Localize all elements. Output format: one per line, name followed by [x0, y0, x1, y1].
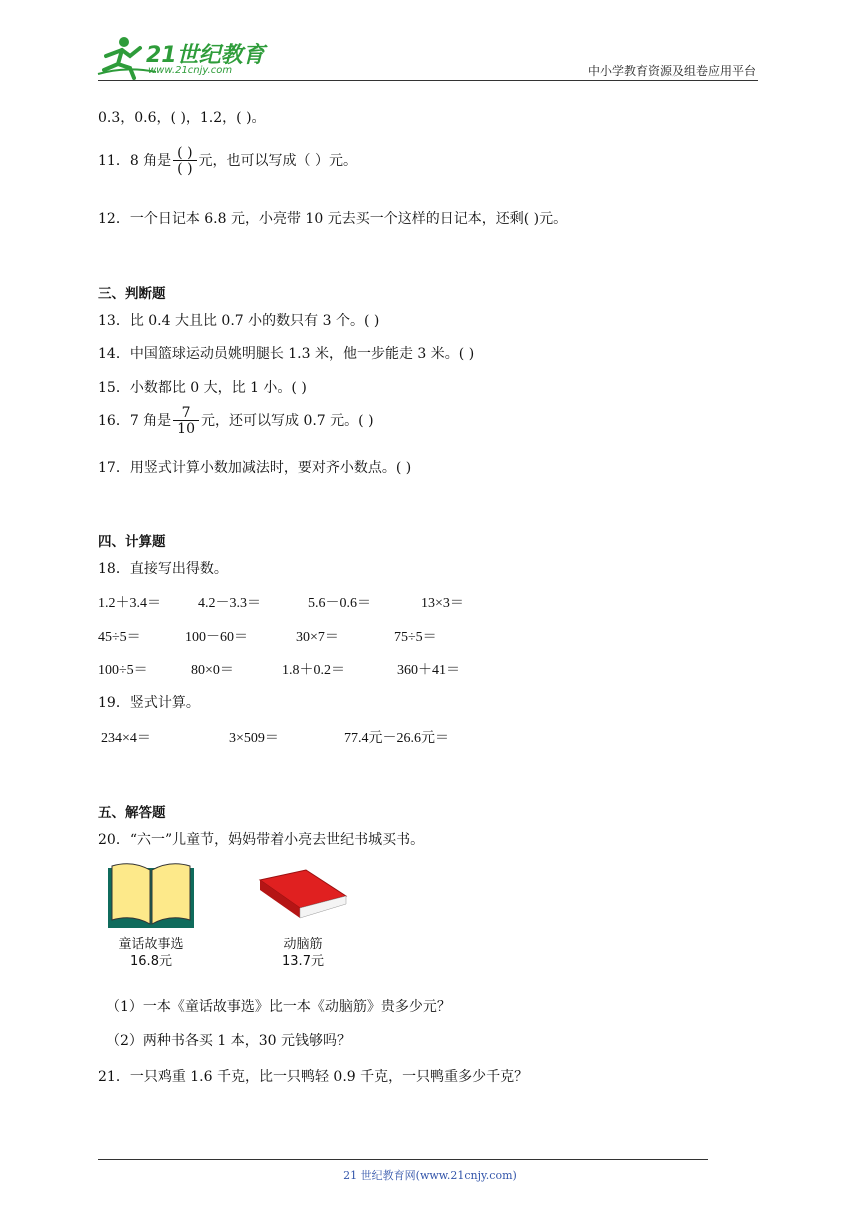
section3-title: 三、判断题: [98, 286, 166, 302]
calc-item: 1.2＋3.4＝: [98, 596, 161, 611]
q11-frac-den: ( ): [177, 161, 193, 177]
q18-text: 18．直接写出得数。: [98, 561, 228, 577]
footer-text: 21 世纪教育网(www.21cnjy.com): [343, 1169, 517, 1182]
q20-sub2: （2）两种书各买 1 本，30 元钱够吗？: [106, 1033, 351, 1049]
open-book-icon: [104, 862, 198, 932]
logo-url: www.21cnjy.com: [148, 65, 233, 76]
book-brain-teasers: [256, 862, 350, 970]
calc-item: 4.2－3.3＝: [198, 596, 261, 611]
q16-fraction: [173, 406, 199, 436]
q11-post: 元，也可以写成（ ）元。: [198, 153, 357, 169]
calc-item: 1.8＋0.2＝: [282, 663, 345, 678]
header-platform-text: 中小学教育资源及组卷应用平台: [587, 64, 756, 78]
q17-text: 17．用竖式计算小数加减法时，要对齐小数点。( ): [98, 460, 412, 476]
q20-sub1: （1）一本《童话故事选》比一本《动脑筋》贵多少元？: [106, 999, 451, 1015]
book-price-brain-teasers: 13.7元: [282, 954, 324, 969]
q16-frac-num: 7: [173, 406, 199, 421]
q16-pre: 16．7 角是: [98, 413, 172, 429]
q10-text: 0.3，0.6，( )，1.2，( )。: [98, 110, 266, 126]
q16-line: [98, 406, 374, 436]
book-name-brain-teasers: 动脑筋: [283, 937, 323, 952]
q20-text: 20．“六一”儿童节，妈妈带着小亮去世纪书城买书。: [98, 832, 425, 848]
q11-pre: 11．8 角是: [98, 153, 172, 169]
q12-text: 12．一个日记本 6.8 元，小亮带 10 元去买一个这样的日记本，还剩( )元。: [98, 211, 568, 227]
calc-item: 75÷5＝: [394, 630, 437, 645]
vertical-calc-item: 234×4＝: [101, 731, 151, 746]
calc-item: 100－60＝: [185, 630, 248, 645]
q11-frac-num: ( ): [173, 146, 196, 161]
calc-item: 45÷5＝: [98, 630, 141, 645]
footer-divider: [98, 1159, 708, 1160]
section4-title: 四、计算题: [98, 534, 166, 550]
q21-text: 21．一只鸡重 1.6 千克，比一只鸭轻 0.9 千克，一只鸭重多少千克？: [98, 1069, 529, 1085]
header-divider: [98, 80, 758, 81]
q16-post: 元，还可以写成 0.7 元。( ): [201, 413, 374, 429]
q15-text: 15．小数都比 0 大，比 1 小。( ): [98, 380, 307, 396]
logo-text: 21世纪教育: [146, 43, 265, 68]
vertical-calc-item: 3×509＝: [229, 731, 279, 746]
q16-frac-den: 10: [177, 421, 195, 437]
q11-line: [98, 146, 357, 176]
site-logo: [96, 34, 266, 80]
calc-item: 5.6－0.6＝: [308, 596, 371, 611]
calc-item: 100÷5＝: [98, 663, 148, 678]
closed-red-book-icon: [256, 862, 350, 932]
calc-item: 360＋41＝: [397, 663, 460, 678]
calc-item: 30×7＝: [296, 630, 339, 645]
book-price-fairy-tales: 16.8元: [130, 954, 172, 969]
section5-title: 五、解答题: [98, 805, 166, 821]
q11-fraction: [173, 146, 196, 176]
q14-text: 14．中国篮球运动员姚明腿长 1.3 米，他一步能走 3 米。( ): [98, 346, 475, 362]
vertical-calc-item: 77.4元－26.6元＝: [344, 731, 449, 746]
calc-item: 13×3＝: [421, 596, 464, 611]
book-fairy-tales: [104, 862, 198, 970]
calc-item: 80×0＝: [191, 663, 234, 678]
q19-text: 19．竖式计算。: [98, 695, 200, 711]
q13-text: 13．比 0.4 大且比 0.7 小的数只有 3 个。( ): [98, 313, 380, 329]
book-name-fairy-tales: 童话故事选: [118, 937, 184, 952]
